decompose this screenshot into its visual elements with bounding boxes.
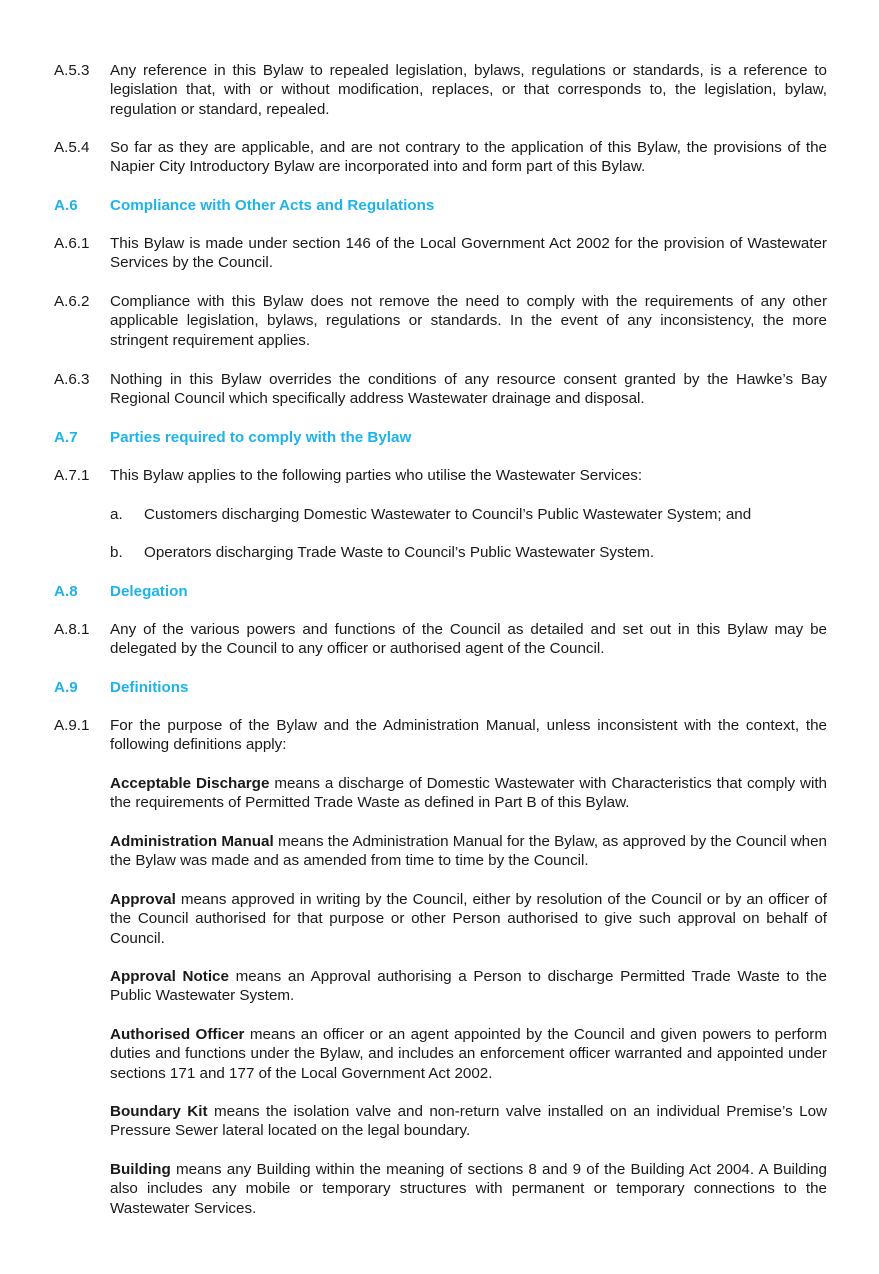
list-label: b.	[110, 544, 123, 561]
definition-term: Acceptable Discharge	[110, 775, 270, 792]
section-title: Delegation	[110, 583, 188, 600]
definition-text: means approved in writing by the Council, either by resolution of the Council or by an officer of the Council authorised for that purpose or other Person authorised to give such approval on behalf of Council.	[110, 891, 827, 947]
clause-number: A.6.2	[54, 293, 90, 310]
section-title: Definitions	[110, 679, 189, 696]
section-number: A.6	[54, 197, 78, 214]
definition-term: Boundary Kit	[110, 1103, 208, 1120]
section-heading-a6	[54, 196, 827, 215]
definition-authorised-officer	[110, 1025, 827, 1083]
definition-text: means an Approval authorising a Person to discharge Permitted Trade Waste to the Public Wastewater System.	[110, 968, 827, 1005]
definition-approval	[110, 890, 827, 948]
definition-term: Administration Manual	[110, 833, 274, 850]
definition-term: Building	[110, 1161, 171, 1178]
definition-term: Approval	[110, 891, 176, 908]
definition-text: means a discharge of Domestic Wastewater with Characteristics that comply with the requirements of Permitted Trade Waste as defined in Part B of this Bylaw.	[110, 775, 827, 812]
definition-boundary-kit	[110, 1102, 827, 1141]
clause-a8-1	[54, 620, 827, 659]
list-item-b	[110, 543, 827, 562]
clause-a5-3	[54, 61, 827, 119]
clause-number: A.9.1	[54, 717, 90, 734]
section-number: A.8	[54, 583, 78, 600]
clause-number: A.5.4	[54, 139, 90, 156]
list-item-a	[110, 505, 827, 524]
definition-text: means an officer or an agent appointed by the Council and given powers to perform duties and functions under the Bylaw, and includes an enforcement officer warranted and appointed under sections 171 and 177 of the Local Government Act 2002.	[110, 1026, 827, 1082]
clause-number: A.8.1	[54, 621, 90, 638]
definition-building	[110, 1160, 827, 1218]
clause-text: This Bylaw is made under section 146 of the Local Government Act 2002 for the provision of Wastewater Services by the Council.	[110, 235, 827, 272]
section-heading-a7	[54, 428, 827, 447]
section-title: Parties required to comply with the Bylaw	[110, 429, 412, 446]
clause-a9-1	[54, 716, 827, 755]
clause-number: A.5.3	[54, 62, 90, 79]
clause-text: So far as they are applicable, and are not contrary to the application of this Bylaw, the provisions of the Napier City Introductory Bylaw are incorporated into and form part of this Bylaw.	[110, 139, 827, 176]
clause-text: Any of the various powers and functions of the Council as detailed and set out in this Bylaw may be delegated by the Council to any officer or authorised agent of the Council.	[110, 621, 827, 658]
clause-a6-3	[54, 370, 827, 409]
clause-text: Any reference in this Bylaw to repealed legislation, bylaws, regulations or standards, is a reference to legislation that, with or without modification, replaces, or that corresponds to, the legislation, bylaw, regulation or standard, repealed.	[110, 62, 827, 118]
definition-text: means the isolation valve and non-return valve installed on an individual Premise’s Low Pressure Sewer lateral located on the legal boundary.	[110, 1103, 827, 1140]
definition-approval-notice	[110, 967, 827, 1006]
section-number: A.9	[54, 679, 78, 696]
clause-number: A.6.3	[54, 371, 90, 388]
list-label: a.	[110, 506, 123, 523]
clause-a7-1	[54, 466, 827, 485]
clause-text: For the purpose of the Bylaw and the Administration Manual, unless inconsistent with the context, the following definitions apply:	[110, 717, 827, 754]
clause-a6-2	[54, 292, 827, 350]
definition-term: Approval Notice	[110, 968, 229, 985]
definition-term: Authorised Officer	[110, 1026, 245, 1043]
section-title: Compliance with Other Acts and Regulations	[110, 197, 435, 214]
definition-acceptable-discharge	[110, 774, 827, 813]
clause-text: This Bylaw applies to the following parties who utilise the Wastewater Services:	[110, 467, 643, 484]
section-heading-a8	[54, 582, 827, 601]
definition-text: means any Building within the meaning of sections 8 and 9 of the Building Act 2004. A Building also includes any mobile or temporary structures with permanent or temporary connections to the Wastewater Services.	[110, 1161, 827, 1217]
clause-text: Nothing in this Bylaw overrides the conditions of any resource consent granted by the Hawke’s Bay Regional Council which specifically address Wastewater drainage and disposal.	[110, 371, 827, 408]
clause-a5-4	[54, 138, 827, 177]
clause-number: A.7.1	[54, 467, 90, 484]
clause-a6-1	[54, 234, 827, 273]
section-number: A.7	[54, 429, 78, 446]
clause-text: Compliance with this Bylaw does not remove the need to comply with the requirements of any other applicable legislation, bylaws, regulations or standards. In the event of any inconsistency, the more stringent requirement applies.	[110, 293, 827, 349]
definition-text: means the Administration Manual for the Bylaw, as approved by the Council when the Bylaw was made and as amended from time to time by the Council.	[110, 833, 828, 870]
list-text: Operators discharging Trade Waste to Council’s Public Wastewater System.	[144, 544, 655, 561]
clause-number: A.6.1	[54, 235, 90, 252]
list-text: Customers discharging Domestic Wastewater to Council’s Public Wastewater System; and	[144, 506, 752, 523]
section-heading-a9	[54, 678, 827, 697]
definition-administration-manual	[110, 832, 827, 871]
